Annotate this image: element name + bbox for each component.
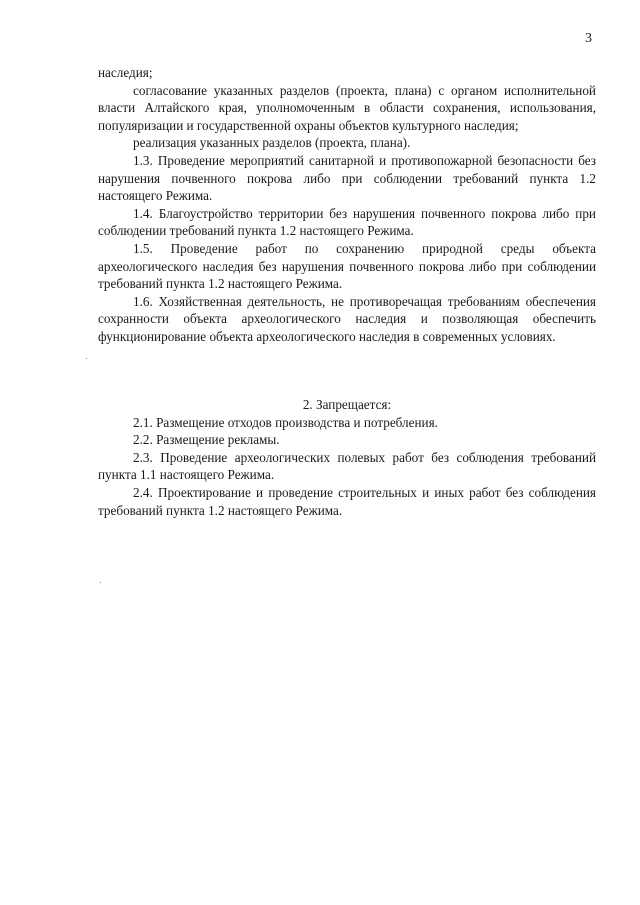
paragraph-item-2-4: 2.4. Проектирование и проведение строительных и иных работ без соблюдения требований пункта 1.2 настоящего Режима. bbox=[98, 484, 596, 518]
paragraph-item-2-1: 2.1. Размещение отходов производства и потребления. bbox=[133, 414, 438, 430]
section-permitted-activities bbox=[98, 64, 596, 346]
section-heading: 2. Запрещается: bbox=[302, 397, 392, 412]
paragraph-item-1-5: 1.5. Проведение работ по сохранению природной среды объекта археологического наследия без нарушения почвенного покрова либо при соблюдении требований пункта 1.2 настоящего Режима. bbox=[98, 240, 596, 292]
paragraph-item-1-3: 1.3. Проведение мероприятий санитарной и противопожарной безопасности без нарушения почвенного покрова либо при соблюдении требований пункта 1.2 настоящего Режима. bbox=[98, 152, 596, 204]
paragraph-item-2-2: 2.2. Размещение рекламы. bbox=[133, 432, 280, 448]
paragraph-item-1-6: 1.6. Хозяйственная деятельность, не противоречащая требованиям обеспечения сохранности объекта археологического наследия и позволяющая обеспечить функционирование объекта археологического наследия в современных условиях. bbox=[98, 293, 596, 344]
paragraph-item-1-4: 1.4. Благоустройство территории без нарушения почвенного покрова либо при соблюдении требований пункта 1.2 настоящего Режима. bbox=[98, 205, 596, 239]
paragraph: наследия; bbox=[98, 65, 153, 80]
paragraph: реализация указанных разделов (проекта, плана). bbox=[133, 135, 411, 151]
scan-speck bbox=[100, 582, 101, 583]
page-number: 3 bbox=[585, 31, 592, 46]
section-prohibited-activities bbox=[98, 396, 596, 519]
paragraph-item-2-3: 2.3. Проведение археологических полевых работ без соблюдения требований пункта 1.1 настоящего Режима. bbox=[98, 449, 596, 483]
scan-speck bbox=[86, 358, 87, 359]
paragraph: согласование указанных разделов (проекта, плана) с органом исполнительной власти Алтайского края, уполномоченным в области сохранения, использования, популяризации и государственной охраны объектов культурного наследия; bbox=[98, 82, 596, 133]
